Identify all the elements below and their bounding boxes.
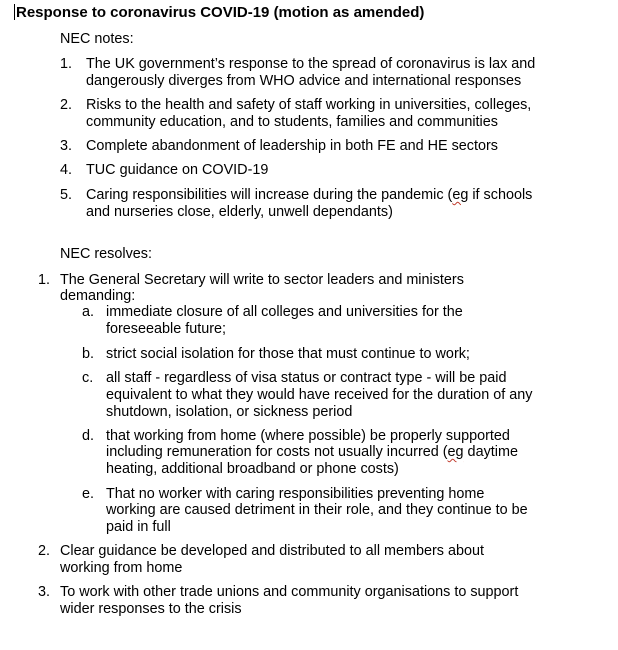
notes-item-line: Complete abandonment of leadership in both FE and HE sectors	[86, 138, 498, 154]
notes-item-line: Caring responsibilities will increase during the pandemic (eg if schools	[86, 187, 533, 203]
resolves-subitem-letter: b.	[82, 346, 95, 362]
notes-item-line: community education, and to students, families and communities	[86, 114, 498, 130]
notes-item-line: and nurseries close, elderly, unwell dependants)	[86, 204, 393, 220]
notes-item-number: 3.	[60, 138, 73, 154]
resolves-subitem-line: working are caused detriment in their role, and they continue to be	[106, 502, 528, 518]
resolves-heading: NEC resolves:	[60, 246, 152, 262]
resolves-subitem-line: equivalent to what they would have received for the duration of any	[106, 387, 533, 403]
resolves-subitem-line: including remuneration for costs not usually incurred (eg daytime	[106, 444, 518, 460]
notes-item-number: 4.	[60, 162, 73, 178]
resolves-subitem-line: all staff - regardless of visa status or contract type - will be paid	[106, 370, 507, 386]
notes-item-line: dangerously diverges from WHO advice and international responses	[86, 73, 522, 89]
resolves-subitem-letter: c.	[82, 370, 94, 386]
resolves-subitem-line: foreseeable future;	[106, 321, 227, 337]
resolves-item-line: working from home	[60, 560, 183, 576]
resolves-item-number: 3.	[38, 584, 51, 600]
resolves-subitem-line: that working from home (where possible) be properly supported	[106, 428, 510, 444]
resolves-subitem-letter: e.	[82, 486, 95, 502]
resolves-item-line: Clear guidance be developed and distributed to all members about	[60, 543, 484, 559]
resolves-item-line: The General Secretary will write to sector leaders and ministers	[60, 272, 464, 288]
resolves-subitem-letter: d.	[82, 428, 95, 444]
resolves-subitem-line: strict social isolation for those that must continue to work;	[106, 346, 470, 362]
spellcheck-squiggle: eg	[447, 444, 464, 460]
resolves-subitem-line: shutdown, isolation, or sickness period	[106, 404, 353, 420]
document-title: Response to coronavirus COVID-19 (motion as amended)	[16, 4, 425, 21]
resolves-subitem-line: immediate closure of all colleges and universities for the	[106, 304, 463, 320]
notes-item-number: 1.	[60, 56, 73, 72]
resolves-subitem-line: That no worker with caring responsibilities preventing home	[106, 486, 485, 502]
spellcheck-squiggle: eg	[452, 187, 469, 203]
resolves-item-line: To work with other trade unions and community organisations to support	[60, 584, 519, 600]
resolves-subitem-letter: a.	[82, 304, 95, 320]
notes-item-line: Risks to the health and safety of staff working in universities, colleges,	[86, 97, 532, 113]
notes-heading: NEC notes:	[60, 31, 134, 47]
resolves-item-number: 2.	[38, 543, 51, 559]
resolves-item-number: 1.	[38, 272, 51, 288]
notes-item-line: The UK government’s response to the spread of coronavirus is lax and	[86, 56, 536, 72]
notes-item-number: 2.	[60, 97, 73, 113]
resolves-item-line: wider responses to the crisis	[60, 601, 242, 617]
resolves-subitem-line: paid in full	[106, 519, 171, 535]
resolves-item-line: demanding:	[60, 288, 136, 304]
notes-item-number: 5.	[60, 187, 73, 203]
notes-item-line: TUC guidance on COVID-19	[86, 162, 269, 178]
text-cursor	[14, 4, 15, 20]
resolves-subitem-line: heating, additional broadband or phone costs)	[106, 461, 399, 477]
